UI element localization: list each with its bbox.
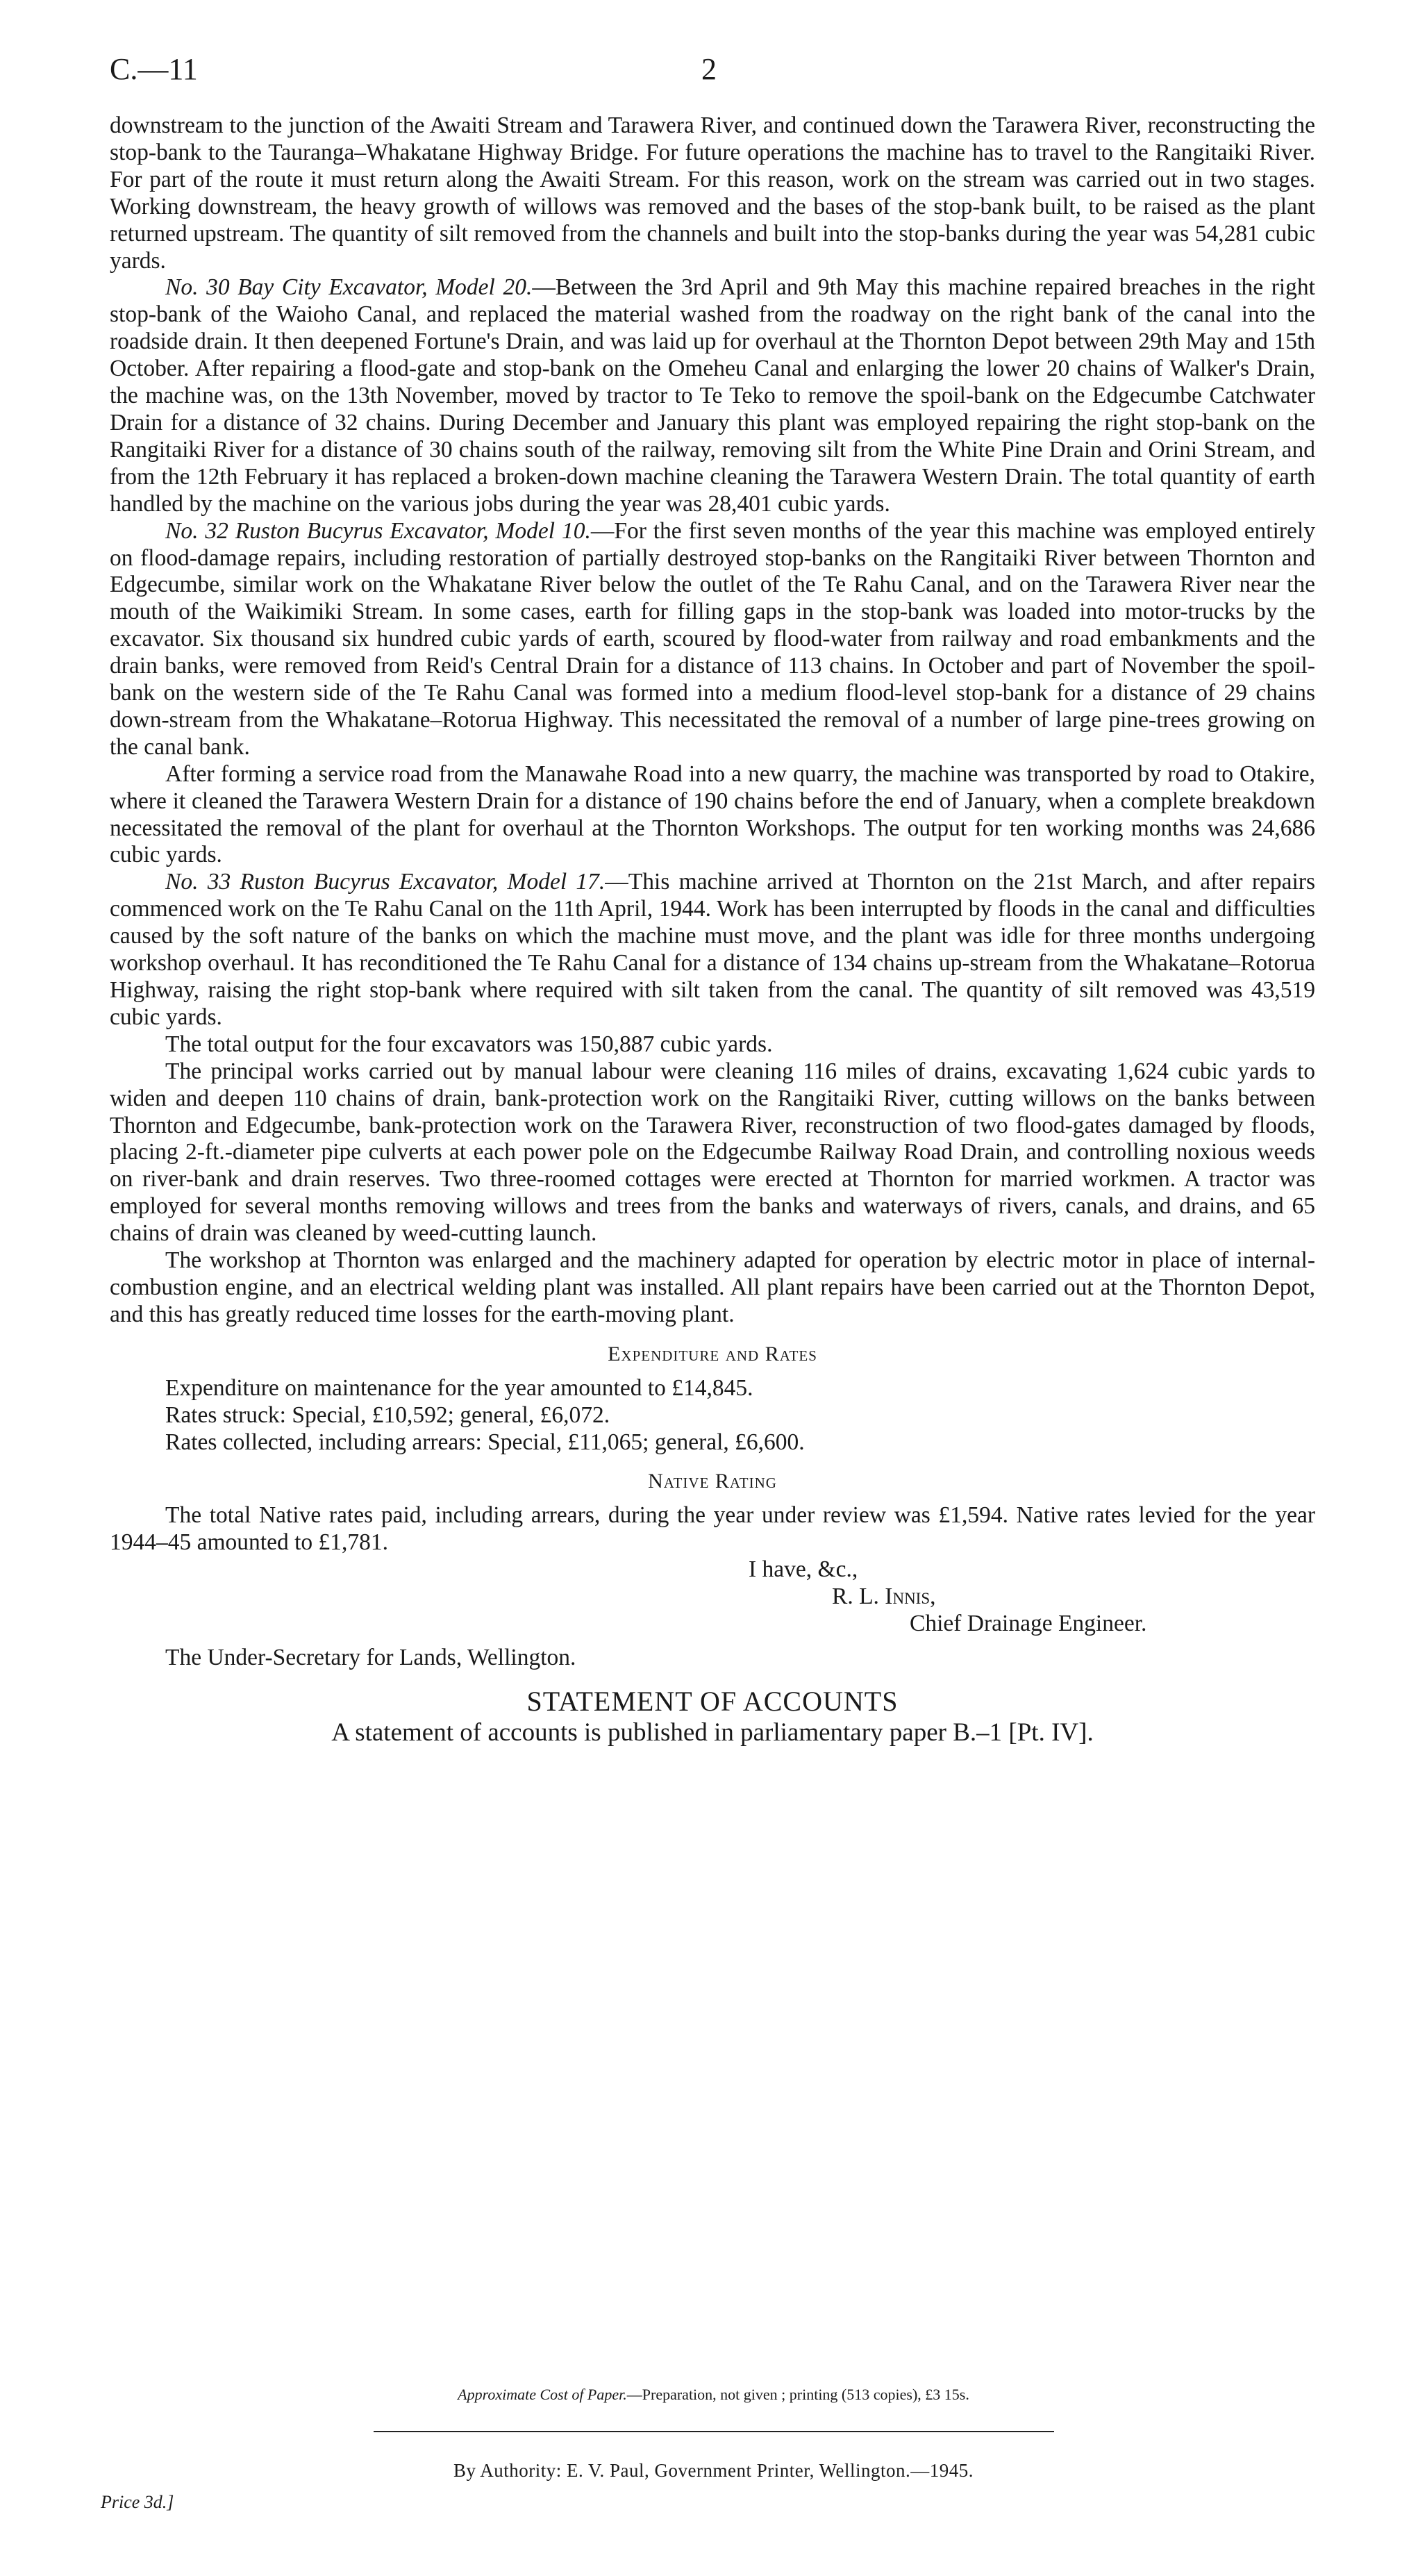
excavator-30-text: —Between the 3rd April and 9th May this machine repaired breaches in the right stop-bank of the Waioho Canal, and replaced the material washed from the roadway on the right bank of the canal into the roadside drain. It then deepened Fortune's Drain, and was laid up for overhaul at the Thornton Depot between 29th May and 15th October. After repairing a flood-gate and stop-bank on the Omeheu Canal and enlarging the lower 20 chains of Walker's Drain, the machine was, on the 13th November, moved by tractor to Te Teko to remove the spoil-bank on the Edgecumbe Catchwater Drain for a distance of 32 chains. During December and January this plant was employed repairing the right stop-bank on the Rangitaiki River for a distance of 30 chains south of the railway, removing silt from the White Pine Drain and Orini Stream, and from the 12th February it has replaced a broken-down machine cleaning the Tarawera Western Drain. The total quantity of earth handled by the machine on the various jobs during the year was 28,401 cubic yards. xyxy=(110,274,1315,517)
excavator-32-title: No. 32 Ruston Bucyrus Excavator, Model 10. xyxy=(165,517,591,544)
statement-text: A statement of accounts is published in parliamentary paper B.–1 [Pt. IV]. xyxy=(331,1718,1094,1747)
paragraph-service-road: After forming a service road from the Manawahe Road into a new quarry, the machine was transported by road to Otakire, where it cleaned the Tarawera Western Drain for a distance of 190 chains before the end of January, when a complete breakdown necessitated the removal of the plant for overhaul at the Thornton Workshops. The output for ten working months was 24,686 cubic yards. xyxy=(110,761,1315,868)
footer-rule xyxy=(374,2431,1054,2432)
rates-struck-line: Rates struck: Special, £10,592; general, £6,072. xyxy=(165,1402,610,1428)
rates-collected-line: Rates collected, including arrears: Special, £11,065; general, £6,600. xyxy=(165,1429,805,1455)
expenditure-line: Expenditure on maintenance for the year amounted to £14,845. xyxy=(165,1374,753,1401)
paragraph-excavator-32 xyxy=(110,518,1315,761)
signature-title: Chief Drainage Engineer. xyxy=(910,1610,1147,1636)
signature-closing: I have, &c., xyxy=(749,1556,858,1583)
page-number: 2 xyxy=(701,52,717,86)
expenditure-heading: Expenditure and Rates xyxy=(608,1342,817,1365)
excavator-33-title: No. 33 Ruston Bucyrus Excavator, Model 17. xyxy=(165,869,606,895)
paragraph-total-output: The total output for the four excavators was 150,887 cubic yards. xyxy=(165,1031,773,1057)
paragraph-awaiti-stream: downstream to the junction of the Awaiti Stream and Tarawera River, and continued down the Tarawera River, reconstructing the stop-bank to the Tauranga–Whakatane Highway Bridge. For future operations the machine has to travel to the Rangitaiki River. For part of the route it must return along the Awaiti Stream. For this reason, work on the stream was carried out in two stages. Working downstream, the heavy growth of willows was removed and the bases of the stop-bank built, to be raised as the plant returned upstream. The quantity of silt removed from the channels and built into the stop-banks during the year was 54,281 cubic yards. xyxy=(110,113,1315,274)
statement-title: STATEMENT OF ACCOUNTS xyxy=(526,1685,899,1717)
paragraph-excavator-30 xyxy=(110,274,1315,517)
signature-name: R. L. Innis, xyxy=(832,1584,936,1610)
cost-of-paper xyxy=(0,2386,1427,2404)
paragraph-workshop: The workshop at Thornton was enlarged and the machinery adapted for operation by electric motor in place of internal-combustion engine, and an electrical welding plant was installed. All plant repairs have been carried out at the Thornton Depot, and this has greatly reduced time losses for the earth-moving plant. xyxy=(110,1247,1315,1327)
document-reference: C.—11 xyxy=(110,52,198,86)
paragraph-excavator-33 xyxy=(110,869,1315,1031)
paragraph-native-rating: The total Native rates paid, including arrears, during the year under review was £1,594. Native rates levied for the year 1944–45 amounted to £1,781. xyxy=(110,1502,1315,1556)
price: Price 3d.] xyxy=(101,2492,174,2512)
cost-text: —Preparation, not given ; printing (513 copies), £3 15s. xyxy=(626,2386,969,2403)
document-body xyxy=(110,113,1315,1747)
native-rating-heading: Native Rating xyxy=(648,1470,777,1493)
excavator-32-text: —For the first seven months of the year this machine was employed entirely on flood-damage repairs, including restoration of partially destroyed stop-banks on the Rangitaiki River between Thornton and Edgecumbe, similar work on the Whakatane River below the outlet of the Te Rahu Canal, and on the Tarawera River near the mouth of the Waikimiki Stream. In some cases, earth for filling gaps in the stop-bank was loaded into motor-trucks by the excavator. Six thousand six hundred cubic yards of earth, scoured by flood-water from railway and road embankments and the drain banks, were removed from Reid's Central Drain for a distance of 113 chains. In October and part of November the spoil-bank on the western side of the Te Rahu Canal was formed into a medium flood-level stop-bank for a distance of 29 chains down-stream from the Whakatane–Rotorua Highway. This necessitated the removal of a number of large pine-trees growing on the canal bank. xyxy=(110,517,1316,760)
paragraph-manual-labour: The principal works carried out by manual labour were cleaning 116 miles of drains, excavating 1,624 cubic yards to widen and deepen 110 chains of drain, bank-protection work on the Rangitaiki River, cutting willows on the banks between Thornton and Edgecumbe, bank-protection work on the Tarawera River, reconstruction of two flood-gates damaged by floods, placing 2-ft.-diameter pipe culverts at each power pole on the Edgecumbe Railway Road Drain, and controlling noxious weeds on river-bank and drain reserves. Two three-roomed cottages were erected at Thornton for married workmen. A tractor was employed for several months removing willows and trees from the banks and waterways of rivers, canals, and drains, and 65 chains of drain was cleaned by weed-cutting launch. xyxy=(110,1058,1315,1247)
addressee: The Under-Secretary for Lands, Wellington. xyxy=(165,1644,576,1670)
excavator-30-title: No. 30 Bay City Excavator, Model 20. xyxy=(165,274,533,301)
excavator-33-text: —This machine arrived at Thornton on the 21st March, and after repairs commenced work on the Te Rahu Canal on the 11th April, 1944. Work has been interrupted by floods in the canal and difficulties caused by the soft nature of the banks on which the machine must move, and the plant was idle for three months undergoing workshop overhaul. It has reconditioned the Te Rahu Canal for a distance of 134 chains up-stream from the Whakatane–Rotorua Highway, raising the right stop-bank where required with silt taken from the canal. The quantity of silt removed was 43,519 cubic yards. xyxy=(110,869,1315,1030)
cost-label: Approximate Cost of Paper. xyxy=(458,2386,627,2403)
printer-authority: By Authority: E. V. Paul, Government Printer, Wellington.—1945. xyxy=(453,2460,974,2481)
